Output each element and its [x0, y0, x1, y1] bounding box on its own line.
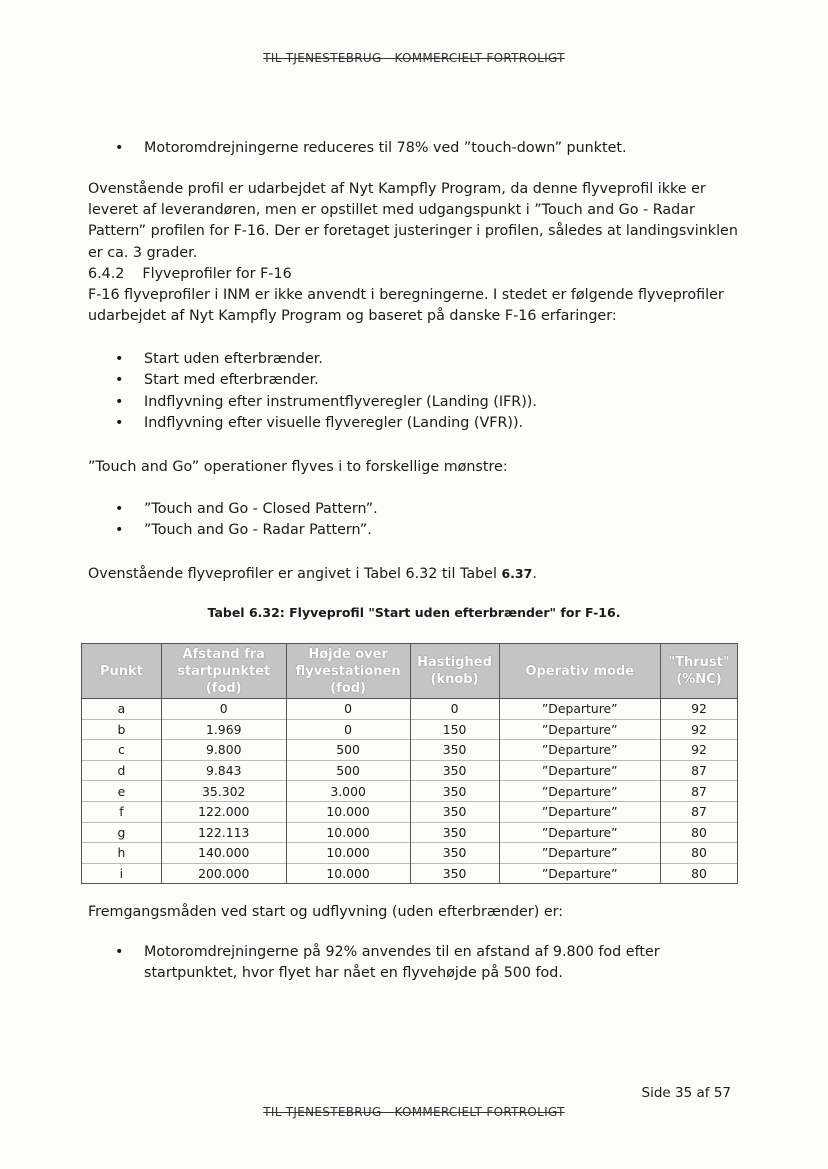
paragraph-procedure: Fremgangsmåden ved start og udflyvning (uden efterbrænder) er: [88, 904, 564, 920]
page-number: Side 35 af 57 [641, 1085, 731, 1101]
table-cell: 500 [286, 760, 410, 781]
table-cell: 122.000 [161, 801, 286, 822]
table-cell: ”Departure” [499, 781, 661, 802]
table-cell: 9.843 [161, 760, 286, 781]
paragraph-table-reference [88, 563, 740, 585]
header-text: "Thrust" (%NC) [668, 655, 730, 687]
table-cell: i [82, 863, 162, 884]
table-cell: 350 [410, 801, 499, 822]
table-cell: 10.000 [286, 801, 410, 822]
table-cell: 350 [410, 781, 499, 802]
table-cell: ”Departure” [499, 740, 661, 761]
table-cell: 10.000 [286, 863, 410, 884]
table-cell: 122.113 [161, 822, 286, 843]
table-cell: 140.000 [161, 843, 286, 864]
table-cell: h [82, 843, 162, 864]
table-cell: g [82, 822, 162, 843]
footer-classification: TIL TJENESTEBRUG - KOMMERCIELT FORTROLIGT [263, 1105, 565, 1119]
table-cell: ”Departure” [499, 843, 661, 864]
table-cell: 350 [410, 863, 499, 884]
table-cell: b [82, 719, 162, 740]
table-cell: e [82, 781, 162, 802]
list-item: • ”Touch and Go - Closed Pattern”. [88, 499, 740, 520]
table-cell: 92 [661, 699, 738, 720]
column-header [661, 644, 738, 699]
table-cell: ”Departure” [499, 760, 661, 781]
table-row [82, 863, 738, 884]
table-header-row [82, 644, 738, 699]
table-cell: ”Departure” [499, 699, 661, 720]
list-item: • Motoromdrejningerne reduceres til 78% ved ”touch-down” punktet. [88, 138, 740, 159]
bullet-list-bottom [88, 942, 740, 985]
table-cell: 500 [286, 740, 410, 761]
table-row [82, 740, 738, 761]
table-cell: 10.000 [286, 843, 410, 864]
table-cell: 3.000 [286, 781, 410, 802]
table-cell: ”Departure” [499, 822, 661, 843]
table-row [82, 822, 738, 843]
table-cell: 35.302 [161, 781, 286, 802]
table-cell: 0 [410, 699, 499, 720]
table-cell: ”Departure” [499, 719, 661, 740]
section-title: Flyveprofiler for F-16 [142, 266, 292, 282]
list-item: • Indflyvning efter visuelle flyveregler (Landing (VFR)). [88, 413, 740, 434]
table-cell: 0 [161, 699, 286, 720]
table-cell: a [82, 699, 162, 720]
table-cell: 1.969 [161, 719, 286, 740]
section-number: 6.4.2 [88, 266, 125, 282]
paragraph-text: Ovenstående flyveprofiler er angivet i Tabel 6.32 til Tabel [88, 566, 502, 582]
table-cell: c [82, 740, 162, 761]
section-heading [88, 264, 740, 285]
table-cell: 80 [661, 843, 738, 864]
table-cell: 0 [286, 699, 410, 720]
table-cell: 87 [661, 760, 738, 781]
header-classification: TIL TJENESTEBRUG - KOMMERCIELT FORTROLIGT [263, 51, 565, 65]
table-cell: 92 [661, 740, 738, 761]
header-text: Hastighed (knob) [417, 655, 492, 687]
table-row [82, 699, 738, 720]
table-row [82, 760, 738, 781]
table-ref-bold: 6.37 [501, 566, 533, 581]
table-row [82, 781, 738, 802]
table-cell: 350 [410, 760, 499, 781]
header-text: Afstand fra startpunktet (fod) [177, 646, 271, 696]
paragraph-f16-profiles: F-16 flyveprofiler i INM er ikke anvendt i beregningerne. I stedet er følgende flyveprofiler udarbejdet af Nyt Kampfly Program og baseret på danske F-16 erfaringer: [88, 287, 724, 325]
table-cell: 350 [410, 822, 499, 843]
table-cell: f [82, 801, 162, 822]
column-header [286, 644, 410, 699]
table-cell: 150 [410, 719, 499, 740]
table-cell: 10.000 [286, 822, 410, 843]
list-item: • Start med efterbrænder. [88, 370, 740, 391]
header-text: Højde over flyvestationen (fod) [295, 646, 401, 696]
table-caption: Tabel 6.32: Flyveprofil "Start uden efterbrænder" for F-16. [207, 605, 621, 620]
table-cell: 9.800 [161, 740, 286, 761]
table-cell: 87 [661, 781, 738, 802]
paragraph-profile-origin: Ovenstående profil er udarbejdet af Nyt Kampfly Program, da denne flyveprofil ikke er leveret af leverandøren, men er opstillet med udgangspunkt i ”Touch and Go - Radar Pattern” profilen for F-16. Der er foretaget justeringer i profilen, således at landingsvinklen er ca. 3 grader. [88, 181, 738, 261]
table-cell: 200.000 [161, 863, 286, 884]
list-item: • ”Touch and Go - Radar Pattern”. [88, 520, 740, 541]
list-item: • Indflyvning efter instrumentflyveregler (Landing (IFR)). [88, 392, 740, 413]
table-cell: 80 [661, 863, 738, 884]
bullet-list-patterns [88, 499, 740, 542]
table-cell: 350 [410, 740, 499, 761]
table-cell: 350 [410, 843, 499, 864]
bullet-list-profiles [88, 349, 740, 435]
table-row [82, 719, 738, 740]
list-item: • Motoromdrejningerne på 92% anvendes til en afstand af 9.800 fod efter startpunktet, hvor flyet har nået en flyvehøjde på 500 fod. [88, 942, 740, 985]
table-row [82, 843, 738, 864]
column-header [161, 644, 286, 699]
table-cell: ”Departure” [499, 801, 661, 822]
table-row [82, 801, 738, 822]
table-cell: 0 [286, 719, 410, 740]
column-header [410, 644, 499, 699]
paragraph-touch-and-go: ”Touch and Go” operationer flyves i to forskellige mønstre: [88, 459, 508, 475]
table-cell: ”Departure” [499, 863, 661, 884]
bullet-list-top [88, 138, 740, 159]
table-cell: 92 [661, 719, 738, 740]
column-header: Punkt [82, 644, 162, 699]
list-item: • Start uden efterbrænder. [88, 349, 740, 370]
column-header: Operativ mode [499, 644, 661, 699]
paragraph-end: . [532, 566, 537, 582]
table-cell: 87 [661, 801, 738, 822]
table-cell: d [82, 760, 162, 781]
table-cell: 80 [661, 822, 738, 843]
flight-profile-table [81, 643, 738, 884]
